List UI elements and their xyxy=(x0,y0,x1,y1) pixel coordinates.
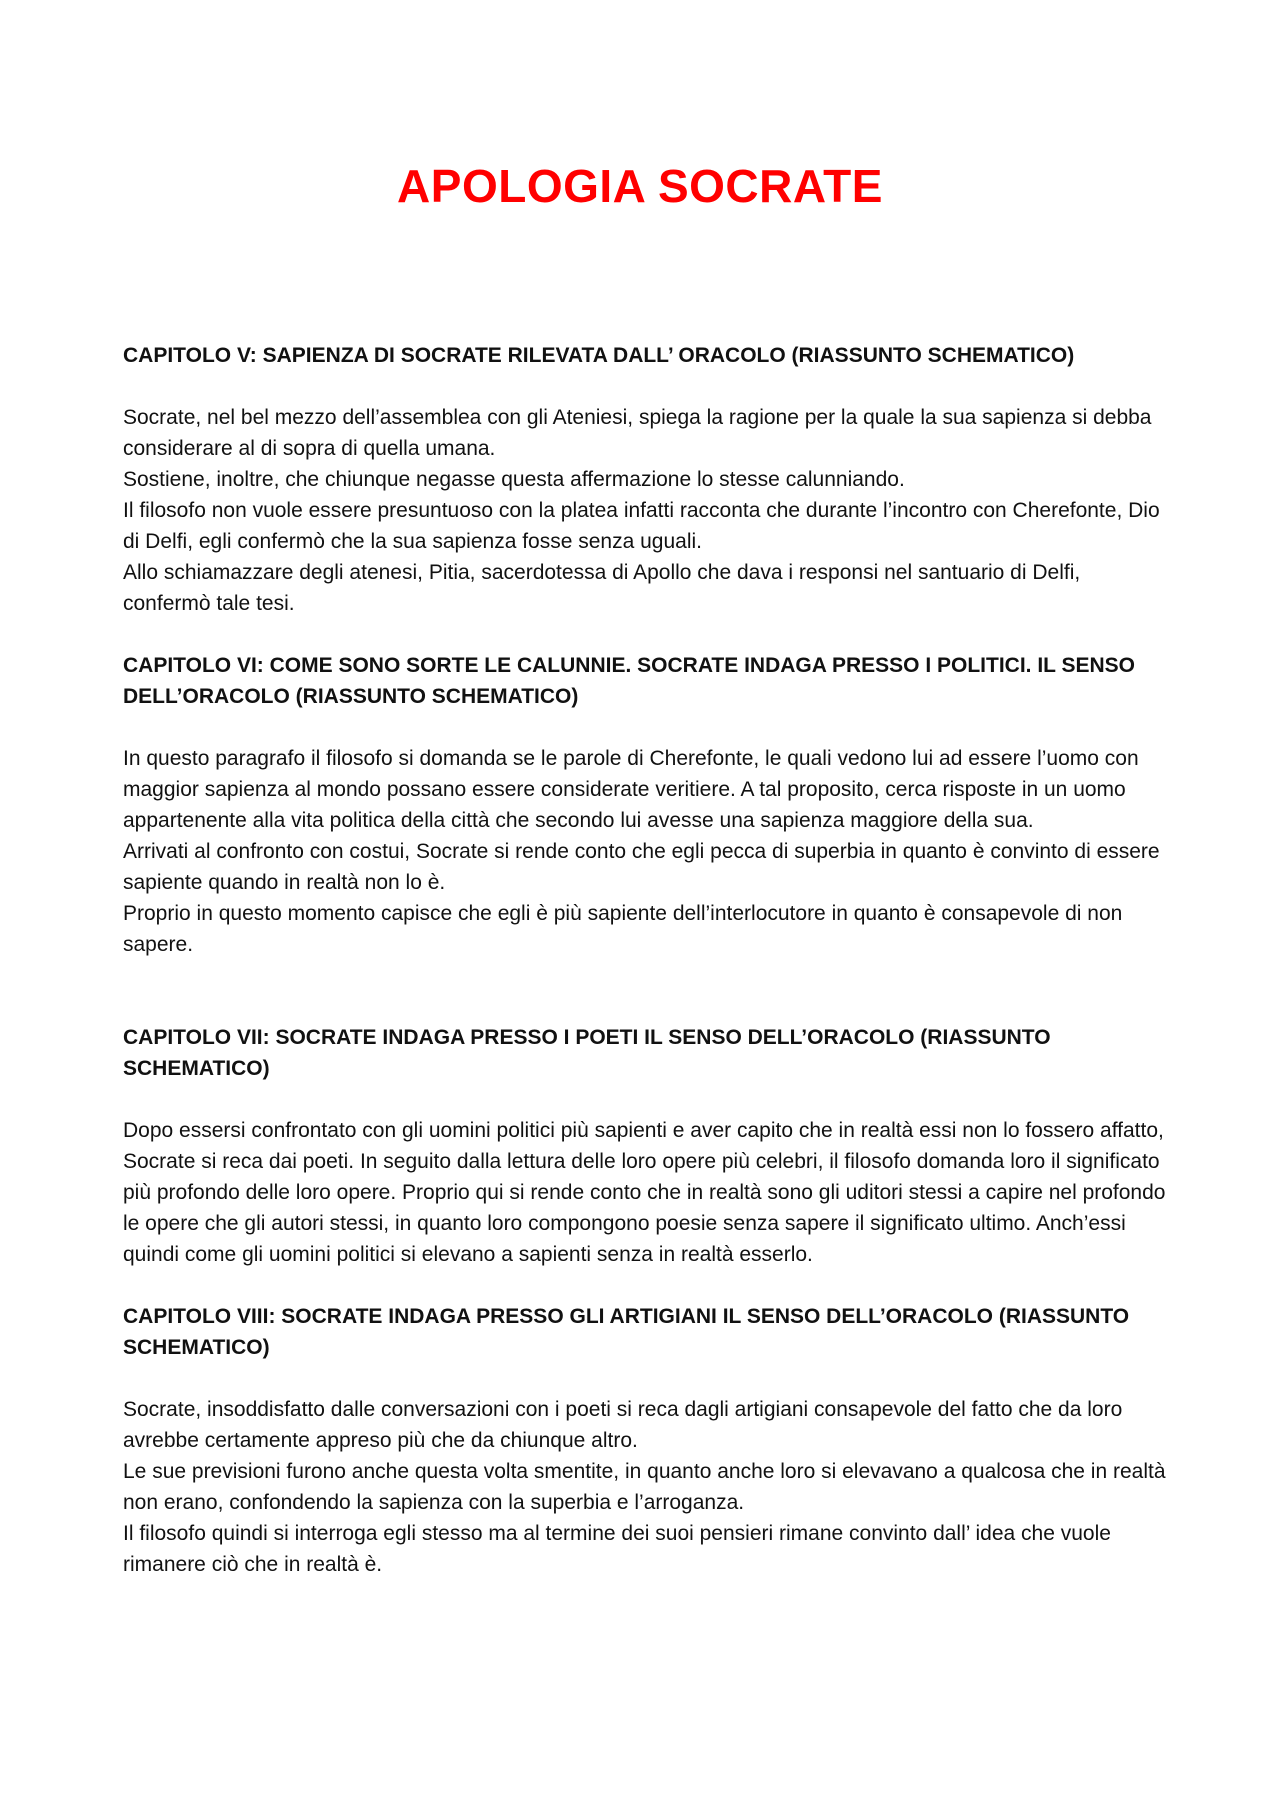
chapter-5 xyxy=(123,340,1173,619)
chapter-7 xyxy=(123,1022,1173,1270)
paragraph: In questo paragrafo il filosofo si domanda se le parole di Cherefonte, le quali vedono lui ad essere l’uomo con maggior sapienza al mondo possano essere considerate veritiere. A tal proposito, cerca risposte in un uomo appartenente alla vita politica della città che secondo lui avesse una sapienza maggiore della sua. xyxy=(123,747,1139,832)
paragraph: Dopo essersi confrontato con gli uomini politici più sapienti e aver capito che in realtà essi non lo fossero affatto, Socrate si reca dai poeti. In seguito dalla lettura delle loro opere più celebri, il filosofo domanda loro il significato più profondo delle loro opere. Proprio qui si rende conto che in realtà sono gli uditori stessi a capire nel profondo le opere che gli autori stessi, in quanto loro compongono poesie senza sapere il significato ultimo. Anch’essi quindi come gli uomini politici si elevano a sapienti senza in realtà esserlo. xyxy=(123,1119,1166,1266)
document-content xyxy=(123,340,1173,1580)
paragraph: Socrate, nel bel mezzo dell’assemblea con gli Ateniesi, spiega la ragione per la quale la sua sapienza si debba considerare al di sopra di quella umana. xyxy=(123,406,1152,460)
spacer xyxy=(123,1270,1173,1301)
chapter-8 xyxy=(123,1301,1173,1580)
chapter-body xyxy=(123,743,1173,960)
spacer xyxy=(123,619,1173,650)
chapter-body xyxy=(123,402,1173,619)
paragraph: Il filosofo quindi si interroga egli stesso ma al termine dei suoi pensieri rimane convinto dall’ idea che vuole rimanere ciò che in realtà è. xyxy=(123,1522,1111,1576)
document-title: APOLOGIA SOCRATE xyxy=(397,160,883,212)
paragraph: Allo schiamazzare degli atenesi, Pitia, sacerdotessa di Apollo che dava i responsi nel santuario di Delfi, confermò tale tesi. xyxy=(123,561,1081,615)
chapter-heading: CAPITOLO V: SAPIENZA DI SOCRATE RILEVATA DALL’ ORACOLO (RIASSUNTO SCHEMATICO) xyxy=(123,344,1075,367)
chapter-heading: CAPITOLO VIII: SOCRATE INDAGA PRESSO GLI ARTIGIANI IL SENSO DELL’ORACOLO (RIASSUNTO SCHEMATICO) xyxy=(123,1305,1130,1359)
chapter-body xyxy=(123,1115,1173,1270)
chapter-body xyxy=(123,1394,1173,1580)
paragraph: Proprio in questo momento capisce che egli è più sapiente dell’interlocutore in quanto è consapevole di non sapere. xyxy=(123,902,1123,956)
chapter-heading: CAPITOLO VI: COME SONO SORTE LE CALUNNIE. SOCRATE INDAGA PRESSO I POLITICI. IL SENSO DELL’ORACOLO (RIASSUNTO SCHEMATICO) xyxy=(123,654,1135,708)
paragraph: Le sue previsioni furono anche questa volta smentite, in quanto anche loro si elevavano a qualcosa che in realtà non erano, confondendo la sapienza con la superbia e l’arroganza. xyxy=(123,1460,1166,1514)
paragraph: Arrivati al confronto con costui, Socrate si rende conto che egli pecca di superbia in quanto è convinto di essere sapiente quando in realtà non lo è. xyxy=(123,840,1160,894)
chapter-6 xyxy=(123,650,1173,960)
spacer xyxy=(123,960,1173,1022)
paragraph: Socrate, insoddisfatto dalle conversazioni con i poeti si reca dagli artigiani consapevole del fatto che da loro avrebbe certamente appreso più che da chiunque altro. xyxy=(123,1398,1123,1452)
paragraph: Sostiene, inoltre, che chiunque negasse questa affermazione lo stesse calunniando. xyxy=(123,468,905,491)
chapter-heading: CAPITOLO VII: SOCRATE INDAGA PRESSO I POETI IL SENSO DELL’ORACOLO (RIASSUNTO SCHEMATICO) xyxy=(123,1026,1051,1080)
paragraph: Il filosofo non vuole essere presuntuoso con la platea infatti racconta che durante l’incontro con Cherefonte, Dio di Delfi, egli confermò che la sua sapienza fosse senza uguali. xyxy=(123,499,1160,553)
